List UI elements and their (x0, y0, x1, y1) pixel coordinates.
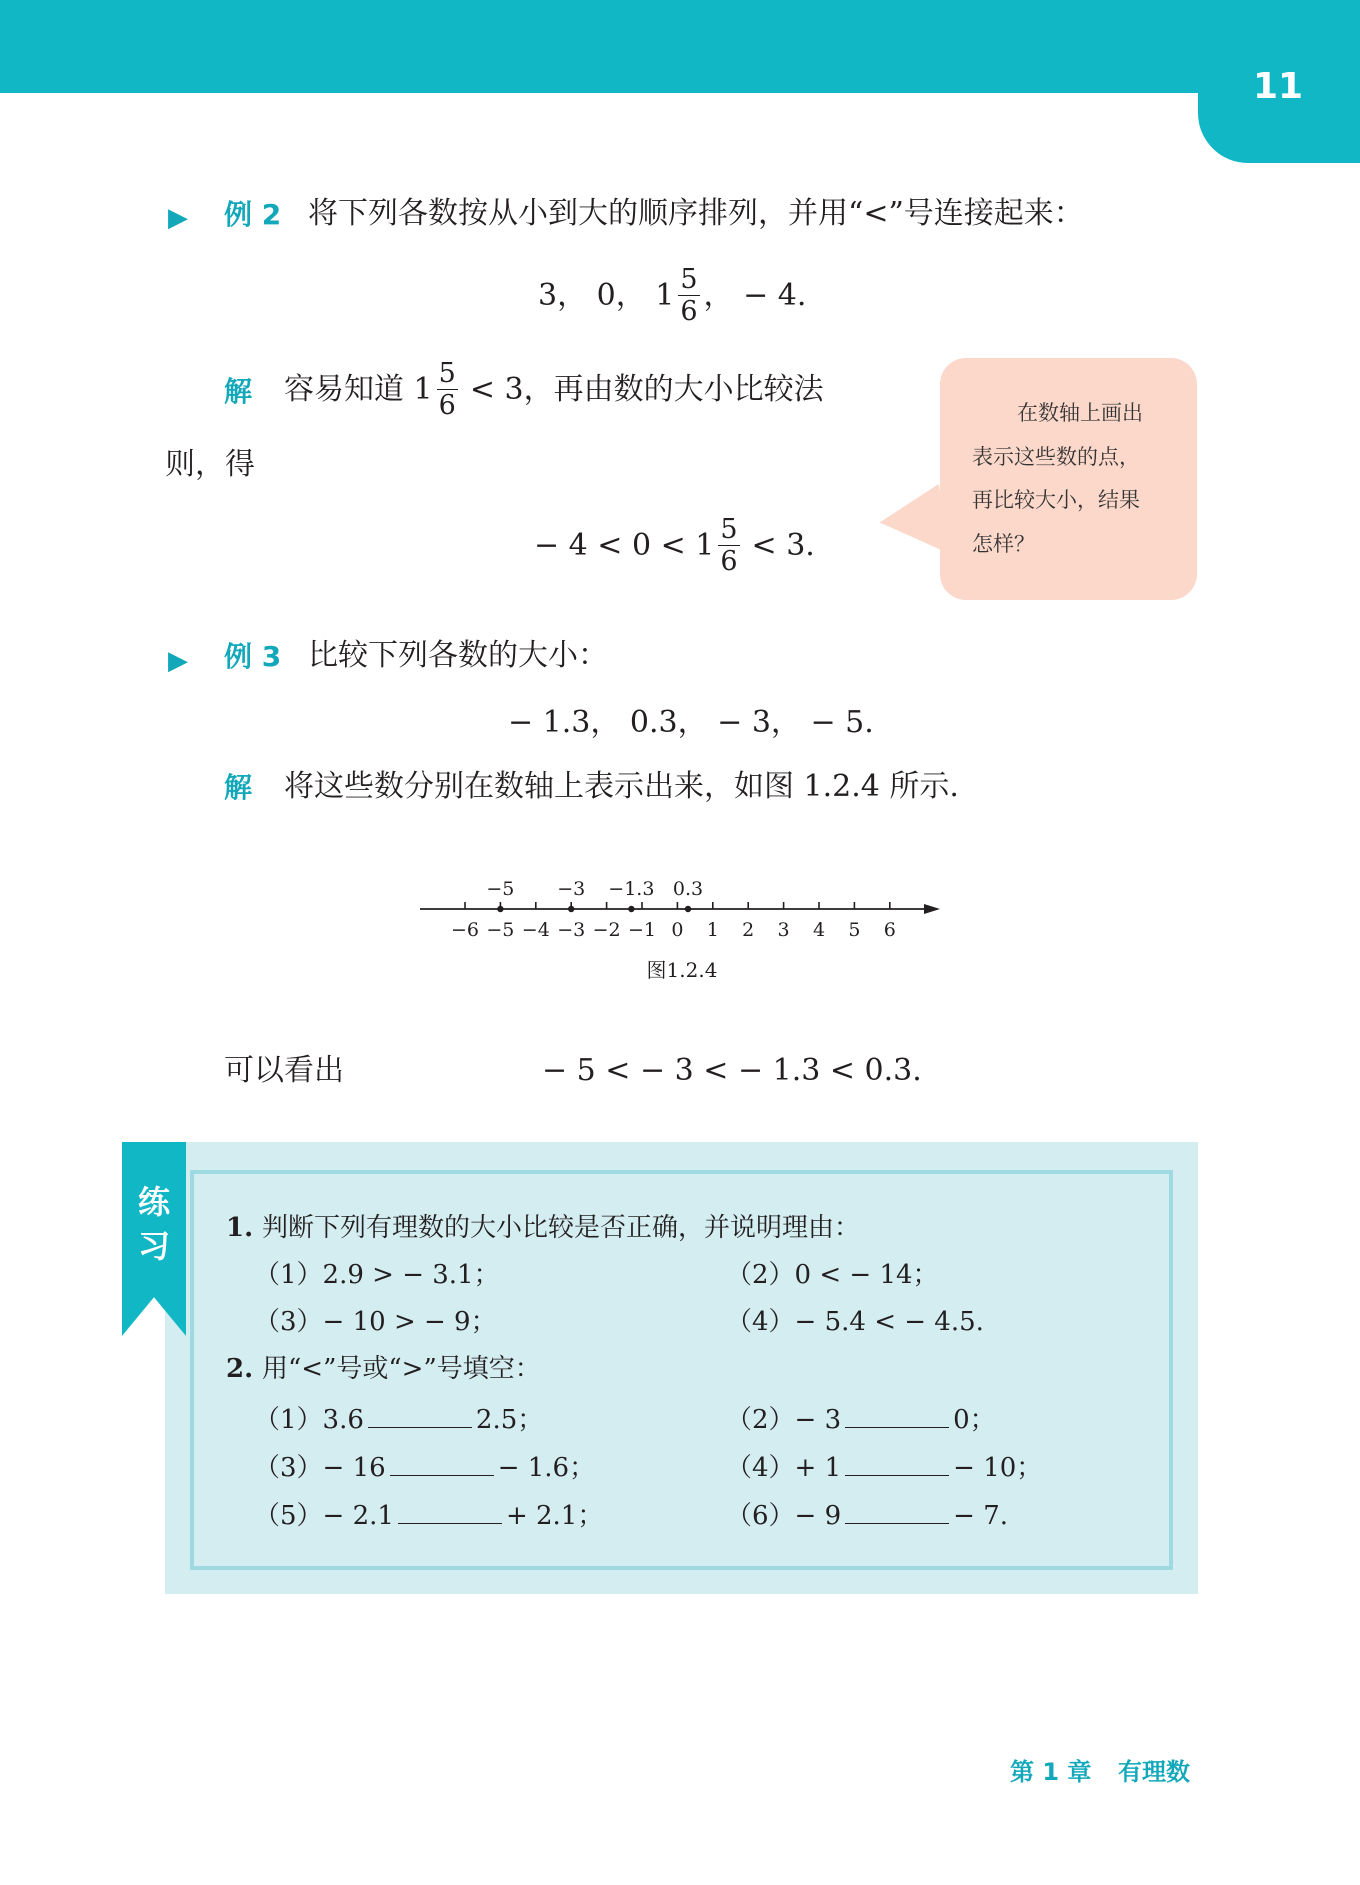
q2-item-left: （3）− 16 (254, 1453, 386, 1483)
example-3-solution-text: 将这些数分别在数轴上表示出来，如图 1.2.4 所示. (284, 769, 959, 804)
q2-item-right: − 1.6； (497, 1453, 596, 1483)
fraction-numerator: 5 (438, 358, 456, 389)
answer-blank[interactable] (368, 1404, 472, 1428)
number-line-tick-label: 1 (706, 919, 719, 941)
example-2-arrow-icon: ▶ (168, 203, 188, 233)
number-line-tick-label: 0 (671, 919, 684, 941)
example-2-numbers-tail: ， − 4. (703, 277, 807, 313)
hint-line-4: 怎样？ (972, 531, 1035, 556)
number-line-tick-label: 5 (848, 919, 861, 941)
exercise-ribbon-label (122, 1180, 186, 1268)
number-line-point (628, 906, 634, 912)
q1-text: 判断下列有理数的大小比较是否正确，并说明理由： (262, 1213, 861, 1243)
hint-line-3: 再比较大小，结果 (972, 488, 1140, 512)
number-line-tick-label: −1 (627, 919, 657, 941)
example-2-numbers-fraction (678, 266, 699, 325)
number-line-tick-label: 4 (812, 919, 826, 941)
answer-blank[interactable] (845, 1500, 949, 1524)
q2-item-right: 0； (953, 1405, 996, 1435)
number-line-point-label: −1.3 (608, 878, 655, 900)
q2-text: 用“<”号或“>”号填空： (262, 1354, 541, 1384)
q2-item-1 (254, 1404, 543, 1433)
q1-item-4: （4）− 5.4 < − 4.5. (726, 1307, 984, 1337)
q2-item-right: − 10； (953, 1453, 1043, 1483)
q1-item-3: （3）− 10 > − 9； (254, 1307, 497, 1337)
number-line-point (497, 906, 503, 912)
bubble-tail (875, 484, 948, 562)
number-line-arrow-icon (924, 904, 940, 914)
example-2-result (534, 516, 815, 575)
q2-item-2 (726, 1404, 996, 1433)
fraction-denominator: 6 (720, 546, 738, 577)
fraction-denominator: 6 (680, 296, 698, 327)
q2-item-6 (726, 1500, 1008, 1529)
number-line-point (685, 906, 691, 912)
answer-blank[interactable] (845, 1404, 949, 1428)
example-2-solution-line (284, 360, 824, 419)
q2-item-left: （5）− 2.1 (254, 1501, 394, 1531)
q2-item-right: + 2.1； (505, 1501, 604, 1531)
number-line-tick-label: −4 (521, 919, 550, 941)
figure-caption: 图1.2.4 (646, 958, 718, 982)
q2-item-right: 2.5； (475, 1405, 544, 1435)
fraction-numerator: 5 (680, 264, 698, 295)
example-2-statement: 将下列各数按从小到大的顺序排列，并用“<”号连接起来： (308, 196, 1084, 231)
example-3-conclusion: − 5 < − 3 < − 1.3 < 0.3. (542, 1053, 922, 1088)
q2-item-3 (254, 1452, 595, 1481)
example-2-solution-text2: < 3，再由数的大小比较法 (469, 371, 824, 407)
q1-item-2: （2）0 < − 14； (726, 1260, 939, 1290)
example-3-conclusion-label: 可以看出 (224, 1053, 344, 1088)
q2-item-right: − 7. (953, 1501, 1008, 1531)
number-line-points (486, 878, 703, 912)
number-line-tick-label: −5 (486, 919, 515, 941)
example-2-result-left: − 4 < 0 < 1 (534, 527, 715, 563)
example-2-solution-fraction (437, 360, 458, 419)
hint-bubble-text (972, 392, 1143, 566)
number-line-tick-label: −6 (450, 919, 480, 941)
number-line-point-label: −3 (557, 878, 586, 900)
number-line-tick-label: 2 (742, 919, 755, 941)
example-2-solution-text3: 则，得 (165, 447, 255, 482)
number-line-point-label: −5 (486, 878, 515, 900)
example-3-arrow-icon: ▶ (168, 646, 188, 676)
number-line-tick-label: −3 (557, 919, 586, 941)
answer-blank[interactable] (398, 1500, 502, 1524)
number-line-figure (400, 868, 960, 988)
hint-line-2: 表示这些数的点， (972, 444, 1140, 469)
number-line-tick-label: 3 (777, 919, 790, 941)
q2-item-4 (726, 1452, 1042, 1481)
answer-blank[interactable] (390, 1452, 494, 1476)
q2-item-left: （1）3.6 (254, 1405, 364, 1435)
example-2-result-fraction (718, 516, 739, 575)
number-line-point-label: 0.3 (672, 878, 704, 900)
footer-chapter: 第 1 章 (1010, 1758, 1092, 1786)
q2-item-left: （2）− 3 (726, 1405, 842, 1435)
example-2-result-right: < 3. (751, 527, 815, 563)
number-line-tick-label: 6 (883, 919, 896, 941)
q1-number: 1. (226, 1213, 254, 1243)
fraction-denominator: 6 (438, 390, 456, 421)
example-3-label: 例 3 (224, 640, 282, 673)
example-2-numbers (538, 266, 806, 325)
example-3-numbers: − 1.3， 0.3， − 3， − 5. (508, 705, 874, 740)
q2-item-left: （4）+ 1 (726, 1453, 842, 1483)
header-bar (0, 0, 1360, 93)
ribbon-label-text: 练习 (138, 1183, 171, 1265)
number-line-tick-label: −2 (592, 919, 621, 941)
example-2-numbers-a: 3， 0， 1 (538, 277, 675, 313)
page-number: 11 (1252, 66, 1304, 107)
number-line-ticks (451, 902, 896, 941)
hint-line-1: 在数轴上画出 (1017, 401, 1143, 425)
answer-blank[interactable] (845, 1452, 949, 1476)
q1-item-1: （1）2.9 > − 3.1； (254, 1260, 500, 1290)
example-2-solution-text1: 容易知道 1 (284, 371, 433, 407)
q2-item-5 (254, 1500, 603, 1529)
fraction-numerator: 5 (720, 514, 738, 545)
example-2-label: 例 2 (224, 198, 282, 231)
example-3-solution-label: 解 (224, 771, 253, 804)
q2-item-left: （6）− 9 (726, 1501, 842, 1531)
q2-number: 2. (226, 1354, 254, 1384)
example-2-solution-label: 解 (224, 375, 253, 408)
footer-title: 有理数 (1118, 1758, 1190, 1786)
number-line-point (568, 906, 574, 912)
example-3-statement: 比较下列各数的大小： (308, 638, 608, 673)
